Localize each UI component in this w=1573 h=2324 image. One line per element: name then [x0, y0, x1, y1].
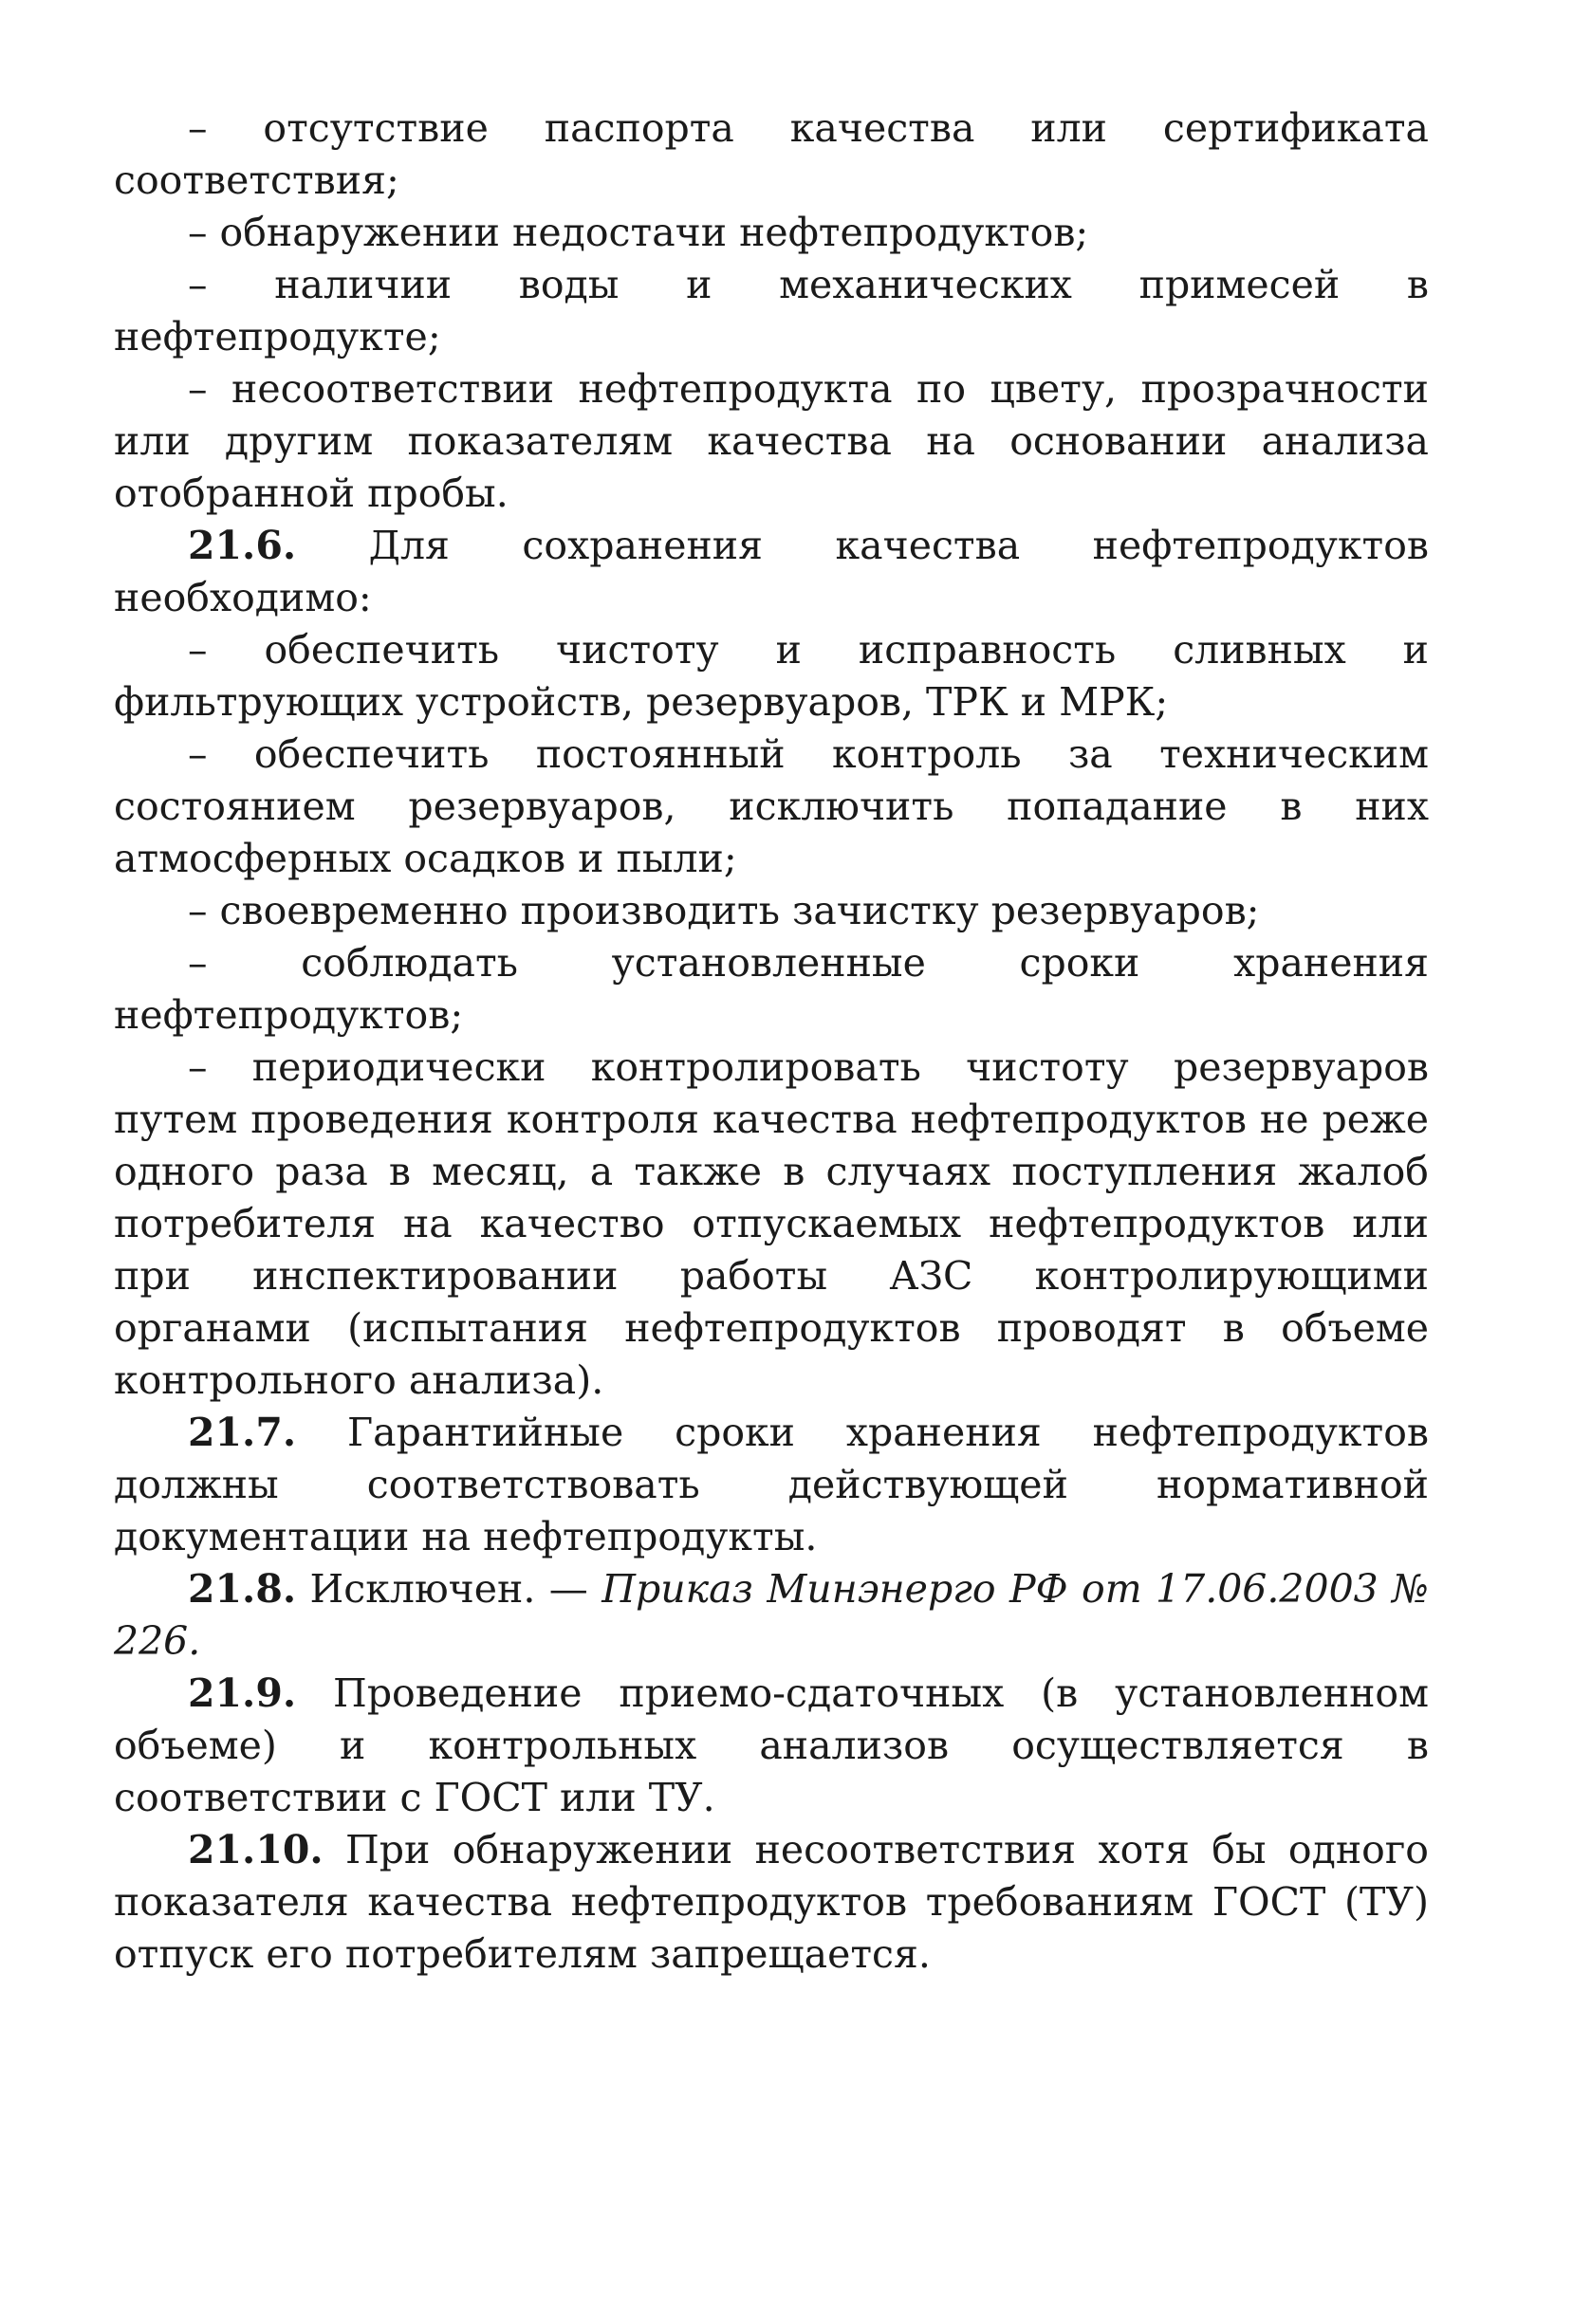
item-text: – периодически контролировать чистоту резервуаров путем проведения контроля качества нефтепродуктов не реже одного раза в месяц, а также в случаях поступления жалоб потребителя на качество отпускаемых нефтепродуктов или при инспектировании работы АЗС контролирующими органами (испытания нефтепродуктов проводят в объеме контрольного анализа).	[114, 1044, 1429, 1403]
list-item	[114, 102, 1429, 207]
clause-text: Для сохранения качества нефтепродуктов необходимо:	[114, 523, 1429, 620]
list-item	[114, 1042, 1429, 1407]
clause-number: 21.8.	[188, 1566, 297, 1612]
clause-number: 21.10.	[188, 1827, 324, 1872]
clause-text: При обнаружении несоответствия хотя бы одного показателя качества нефтепродуктов требованиям ГОСТ (ТУ) отпуск его потребителям запрещается.	[114, 1827, 1429, 1977]
clause-number: 21.9.	[188, 1670, 297, 1716]
list-item	[114, 207, 1429, 259]
list-item	[114, 885, 1429, 937]
clause-text: Гарантийные сроки хранения нефтепродуктов должны соответствовать действующей нормативной документации на нефтепродукты.	[114, 1410, 1429, 1559]
list-item	[114, 937, 1429, 1042]
item-text: – своевременно производить зачистку резервуаров;	[188, 888, 1260, 933]
item-text: – обеспечить чистоту и исправность сливных и фильтрующих устройств, резервуаров, ТРК и МРК;	[114, 627, 1429, 725]
list-item	[114, 624, 1429, 729]
item-text: – обнаружении недостачи нефтепродуктов;	[188, 210, 1089, 255]
clause-21-10	[114, 1824, 1429, 1981]
document-page	[114, 102, 1429, 1981]
item-text: – обеспечить постоянный контроль за техническим состоянием резервуаров, исключить попадание в них атмосферных осадков и пыли;	[114, 731, 1429, 881]
list-item	[114, 729, 1429, 885]
item-text: – отсутствие паспорта качества или сертификата соответствия;	[114, 105, 1429, 203]
clause-text: Исключен. —	[296, 1566, 602, 1612]
clause-text: Проведение приемо-сдаточных (в установленном объеме) и контрольных анализов осуществляется в соответствии с ГОСТ или ТУ.	[114, 1670, 1429, 1820]
item-text: – соблюдать установленные сроки хранения нефтепродуктов;	[114, 940, 1429, 1038]
clause-21-9	[114, 1668, 1429, 1824]
item-text: – наличии воды и механических примесей в нефтепродукте;	[114, 262, 1429, 360]
clause-number: 21.6.	[188, 523, 297, 568]
clause-21-6	[114, 520, 1429, 624]
amendment-reference: Приказ Минэнерго РФ от 17.06.2003 № 226.	[114, 1566, 1429, 1664]
item-text: – несоответствии нефтепродукта по цвету, прозрачности или другим показателям качества на основании анализа отобранной пробы.	[114, 366, 1429, 516]
list-item	[114, 363, 1429, 520]
clause-21-7	[114, 1407, 1429, 1563]
list-item	[114, 259, 1429, 363]
clause-number: 21.7.	[188, 1410, 297, 1455]
clause-21-8	[114, 1563, 1429, 1668]
